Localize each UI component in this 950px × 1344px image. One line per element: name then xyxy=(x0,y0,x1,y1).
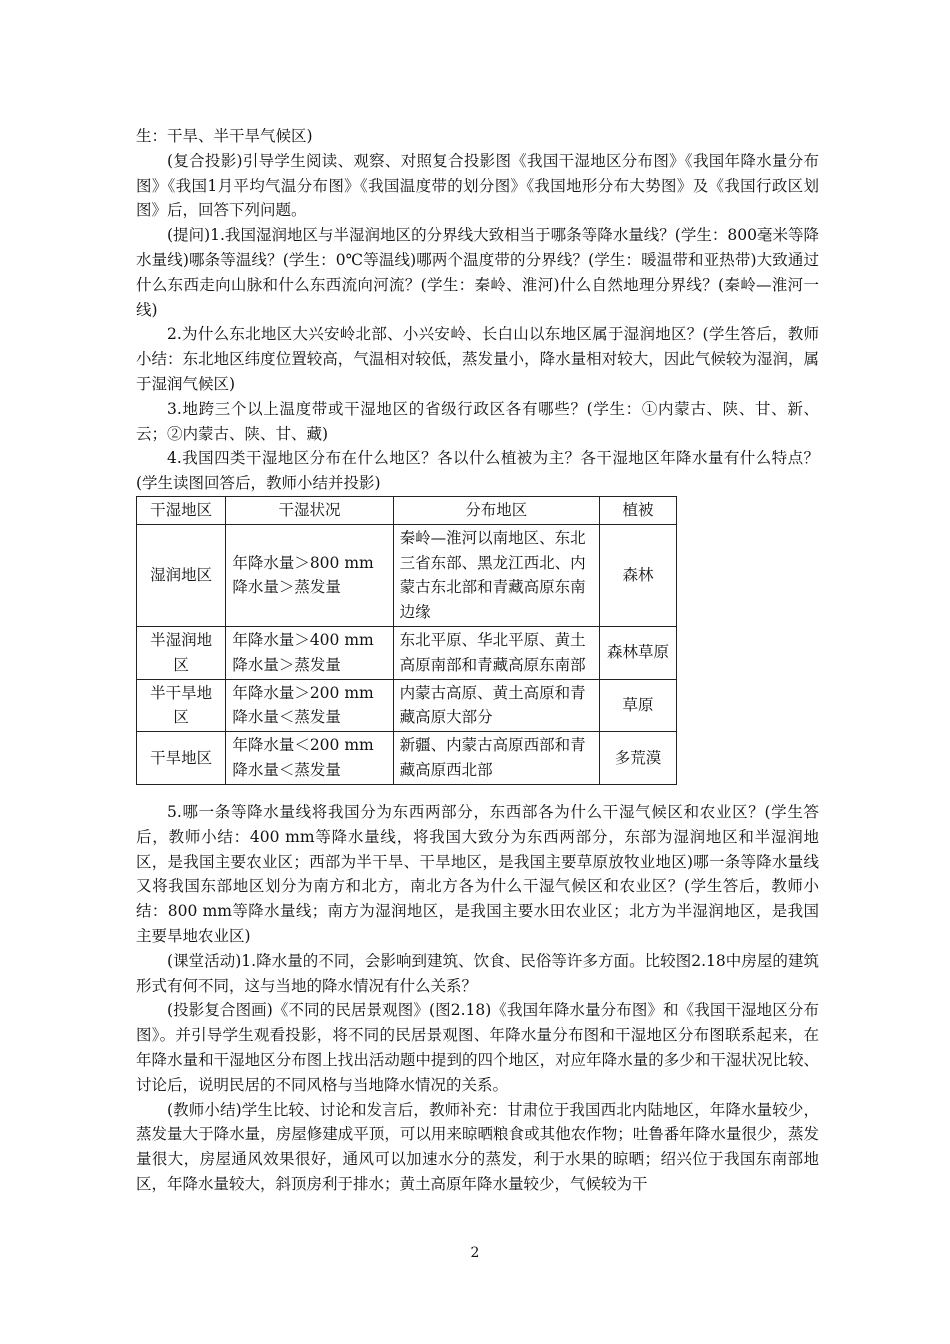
status-cell: 年降水量＞400 mm 降水量＞蒸发量 xyxy=(226,626,393,679)
paragraph: 4.我国四类干湿地区分布在什么地区？各以什么植被为主？各干湿地区年降水量有什么特点？(学生读图回答后，教师小结并投影) xyxy=(136,449,819,493)
header-cell: 植被 xyxy=(599,497,676,525)
header-cell: 分布地区 xyxy=(393,497,599,525)
paragraph: (提问)1.我国湿润地区与半湿润地区的分界线大致相当于哪条等降水量线？(学生：800毫米等降水量线)哪条等温线？(学生：0℃等温线)哪两个温度带的分界线？(学生：暖温带和亚热带)大致通过什么东西走向山脉和什么东西流向河流？(学生：秦岭、淮河)什么自然地理分界线？(秦岭—淮河一线) xyxy=(136,226,819,319)
region-cell: 半干旱地区 xyxy=(137,679,226,732)
vegetation-cell: 森林草原 xyxy=(599,626,676,679)
page-number: 2 xyxy=(470,1245,480,1261)
status-cell: 年降水量＜200 mm 降水量＜蒸发量 xyxy=(226,732,393,785)
distribution-cell: 东北平原、华北平原、黄土高原南部和青藏高原东南部 xyxy=(393,626,599,679)
paragraph: (课堂活动)1.降水量的不同，会影响到建筑、饮食、民俗等许多方面。比较图2.18中房屋的建筑形式有何不同，这与当地的降水情况有什么关系？ xyxy=(136,951,819,995)
header-cell: 干湿状况 xyxy=(226,497,393,525)
dry-wet-regions-table xyxy=(136,496,677,785)
region-cell: 干旱地区 xyxy=(137,732,226,785)
bottom-text-block xyxy=(136,800,819,1197)
table-row xyxy=(137,524,677,626)
table-row xyxy=(137,679,677,732)
vegetation-cell: 森林 xyxy=(599,524,676,626)
paragraph: 生：干旱、半干旱气候区) xyxy=(136,127,313,145)
table-header-row xyxy=(137,497,677,525)
paragraph: (投影复合图画)《不同的民居景观图》(图2.18)《我国年降水量分布图》和《我国干湿地区分布图》。并引导学生观看投影，将不同的民居景观图、年降水量分布图和干湿地区分布图联系起来，在年降水量和干湿地区分布图上找出活动题中提到的四个地区，对应年降水量的多少和干湿状况比较、讨论后，说明民居的不同风格与当地降水情况的关系。 xyxy=(136,1001,819,1094)
table-row xyxy=(137,732,677,785)
paragraph: (教师小结)学生比较、讨论和发言后，教师补充：甘肃位于我国西北内陆地区，年降水量较少，蒸发量大于降水量，房屋修建成平顶，可以用来晾晒粮食或其他农作物；吐鲁番年降水量很少，蒸发量很大，房屋通风效果很好，通风可以加速水分的蒸发，利于水果的晾晒；绍兴位于我国东南部地区，年降水量较大，斜顶房利于排水；黄土高原年降水量较少，气候较为干 xyxy=(136,1100,819,1193)
status-cell: 年降水量＞800 mm 降水量＞蒸发量 xyxy=(226,524,393,626)
paragraph: (复合投影)引导学生阅读、观察、对照复合投影图《我国干湿地区分布图》《我国年降水量分布图》《我国1月平均气温分布图》《我国温度带的划分图》《我国地形分布大势图》及《我国行政区划图》后，回答下列问题。 xyxy=(136,151,819,220)
distribution-cell: 内蒙古高原、黄土高原和青藏高原大部分 xyxy=(393,679,599,732)
region-cell: 半湿润地区 xyxy=(137,626,226,679)
top-text-block xyxy=(136,124,819,496)
paragraph: 3.地跨三个以上温度带或干湿地区的省级行政区各有哪些？(学生：①内蒙古、陕、甘、新、云；②内蒙古、陕、甘、藏) xyxy=(136,399,819,443)
vegetation-cell: 多荒漠 xyxy=(599,732,676,785)
paragraph: 5.哪一条等降水量线将我国分为东西两部分，东西部各为什么干湿气候区和农业区？(学生答后，教师小结：400 mm等降水量线，将我国大致分为东西两部分，东部为湿润地区和半湿润地区，是我国主要农业区；西部为半干旱、干旱地区，是我国主要草原放牧业地区)哪一条等降水量线又将我国东部地区划分为南方和北方，南北方各为什么干湿气候区和农业区？(学生答后，教师小结：800 mm等降水量线；南方为湿润地区，是我国主要水田农业区；北方为半湿润地区，是我国主要旱地农业区) xyxy=(136,803,819,945)
vegetation-cell: 草原 xyxy=(599,679,676,732)
table-row xyxy=(137,626,677,679)
paragraph: 2.为什么东北地区大兴安岭北部、小兴安岭、长白山以东地区属于湿润地区？(学生答后，教师小结：东北地区纬度位置较高，气温相对较低，蒸发量小，降水量相对较大，因此气候较为湿润，属于湿润气候区) xyxy=(136,325,819,393)
distribution-cell: 秦岭—淮河以南地区、东北三省东部、黑龙江西北、内蒙古东北部和青藏高原东南边缘 xyxy=(393,524,599,626)
distribution-cell: 新疆、内蒙古高原西部和青藏高原西北部 xyxy=(393,732,599,785)
region-cell: 湿润地区 xyxy=(137,524,226,626)
header-cell: 干湿地区 xyxy=(137,497,226,525)
status-cell: 年降水量＞200 mm 降水量＜蒸发量 xyxy=(226,679,393,732)
